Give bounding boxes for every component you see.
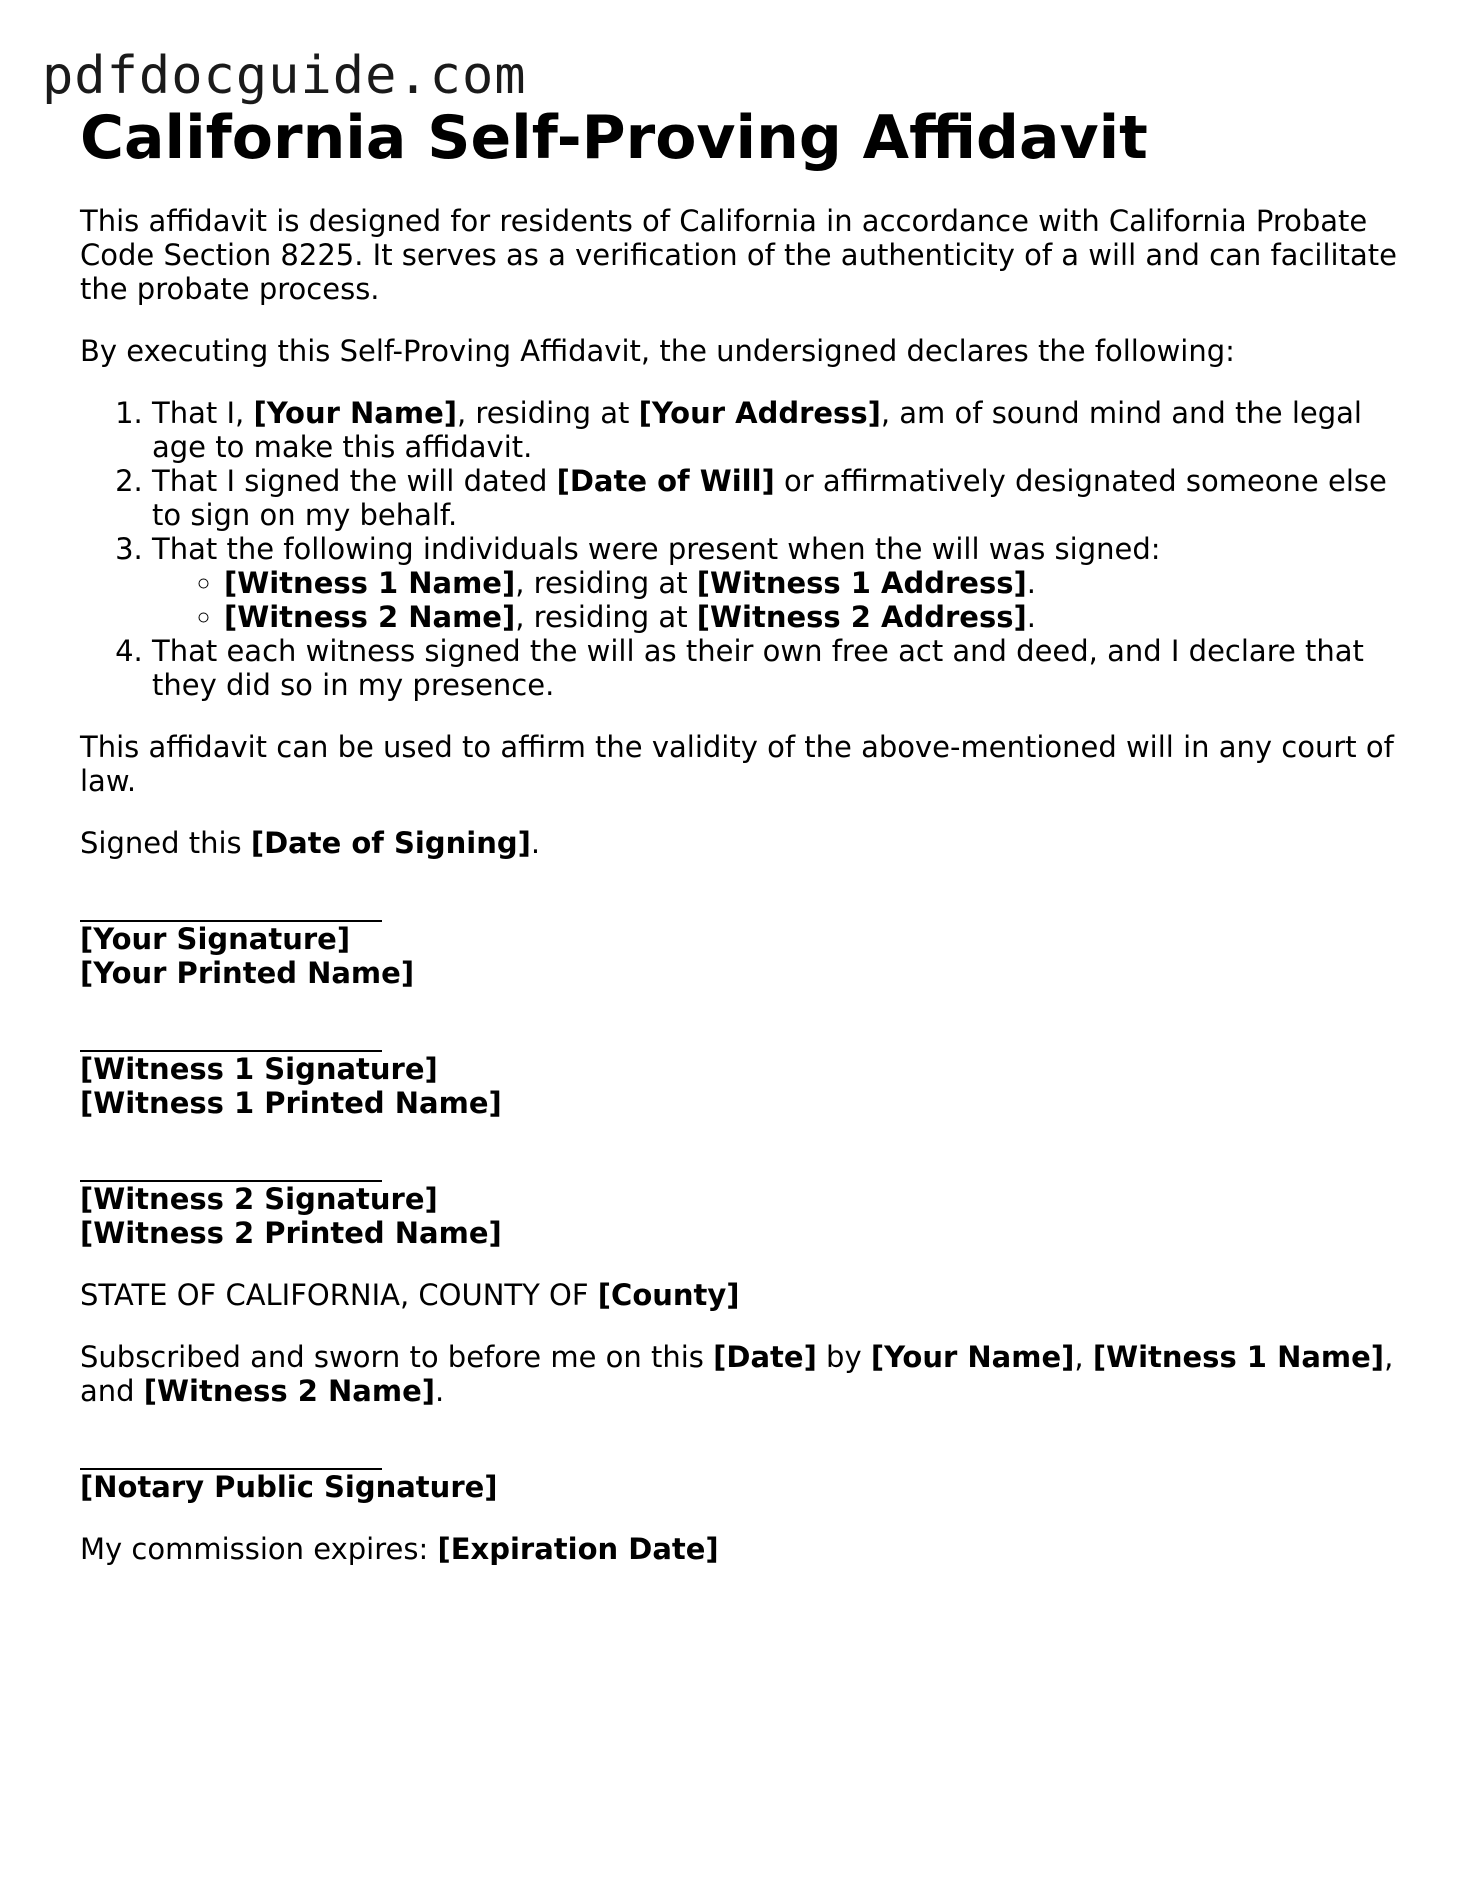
item-text: That each witness signed the will as their own free act and deed, and I declare that they did so in my presence. bbox=[152, 634, 1364, 702]
witness-item-2 bbox=[224, 600, 1400, 634]
placeholder-your-name: [Your Name] bbox=[870, 1340, 1075, 1374]
signature-line[interactable] bbox=[80, 1148, 382, 1182]
jurat-text: . bbox=[435, 1374, 445, 1408]
placeholder-county: [County] bbox=[597, 1278, 740, 1312]
witness-item-1 bbox=[224, 566, 1400, 600]
placeholder-date-of-signing: [Date of Signing] bbox=[250, 826, 531, 860]
placeholder-witness-2-name: [Witness 2 Name] bbox=[224, 600, 516, 634]
document-page bbox=[80, 100, 1400, 1594]
watermark: pdfdocguide.com bbox=[42, 46, 527, 106]
item-text: or affirmatively designated someone else to sign on my behalf. bbox=[152, 464, 1387, 532]
venue-text: STATE OF CALIFORNIA, COUNTY OF bbox=[80, 1278, 598, 1312]
signature-line[interactable] bbox=[80, 1018, 382, 1052]
printed-name-label: [Witness 1 Printed Name] bbox=[80, 1086, 502, 1120]
signed-text: Signed this bbox=[80, 826, 251, 860]
declaration-item-2 bbox=[152, 464, 1400, 532]
notary-signature-label: [Notary Public Signature] bbox=[80, 1470, 498, 1504]
placeholder-your-name: [Your Name] bbox=[253, 396, 457, 430]
declaration-item-4 bbox=[152, 634, 1400, 702]
placeholder-witness-2-name: [Witness 2 Name] bbox=[143, 1374, 436, 1408]
placeholder-date-of-will: [Date of Will] bbox=[556, 464, 775, 498]
item-text: That the following individuals were present when the will was signed: bbox=[152, 532, 1161, 566]
placeholder-expiration-date: [Expiration Date] bbox=[437, 1532, 719, 1566]
declaration-item-1 bbox=[152, 396, 1400, 464]
declaration-lead: By executing this Self-Proving Affidavit, the undersigned declares the following: bbox=[80, 334, 1235, 368]
item-text: . bbox=[1026, 566, 1036, 600]
intro-paragraph: This affidavit is designed for residents of California in accordance with California Probate Code Section 8225. It serves as a verification of the authenticity of a will and can facilitate the probate process. bbox=[80, 204, 1397, 306]
item-text: . bbox=[1026, 600, 1036, 634]
jurat-paragraph bbox=[80, 1340, 1400, 1408]
placeholder-witness-1-name: [Witness 1 Name] bbox=[224, 566, 516, 600]
item-text: That I signed the will dated bbox=[152, 464, 557, 498]
signature-label: [Your Signature] bbox=[80, 922, 351, 956]
signed-line bbox=[80, 826, 1400, 860]
jurat-text: Subscribed and sworn to before me on this bbox=[80, 1340, 714, 1374]
jurat-text: , bbox=[1074, 1340, 1093, 1374]
commission-text: My commission expires: bbox=[80, 1532, 438, 1566]
signed-text: . bbox=[530, 826, 541, 860]
item-text: That I, bbox=[152, 396, 254, 430]
witness-list bbox=[152, 566, 1400, 634]
placeholder-your-address: [Your Address] bbox=[638, 396, 881, 430]
signature-line[interactable] bbox=[80, 888, 382, 922]
placeholder-witness-1-address: [Witness 1 Address] bbox=[696, 566, 1027, 600]
witness-2-signature-block bbox=[80, 1148, 1400, 1250]
jurat-text: , and bbox=[80, 1340, 1394, 1408]
placeholder-witness-2-address: [Witness 2 Address] bbox=[696, 600, 1027, 634]
jurat-text: by bbox=[816, 1340, 871, 1374]
printed-name-label: [Witness 2 Printed Name] bbox=[80, 1216, 502, 1250]
signature-label: [Witness 1 Signature] bbox=[80, 1052, 438, 1086]
notary-signature-block bbox=[80, 1436, 1400, 1504]
testator-signature-block bbox=[80, 888, 1400, 990]
witness-1-signature-block bbox=[80, 1018, 1400, 1120]
page-title: California Self-Proving Affidavit bbox=[80, 103, 1148, 173]
validity-paragraph: This affidavit can be used to affirm the validity of the above-mentioned will in any court of law. bbox=[80, 730, 1394, 798]
printed-name-label: [Your Printed Name] bbox=[80, 956, 415, 990]
item-text: , residing at bbox=[457, 396, 639, 430]
signature-line[interactable] bbox=[80, 1436, 382, 1470]
placeholder-witness-1-name: [Witness 1 Name] bbox=[1092, 1340, 1385, 1374]
declaration-list bbox=[80, 396, 1400, 702]
placeholder-date: [Date] bbox=[713, 1340, 817, 1374]
signature-label: [Witness 2 Signature] bbox=[80, 1182, 438, 1216]
commission-line bbox=[80, 1532, 1400, 1566]
item-text: , residing at bbox=[515, 566, 697, 600]
item-text: , am of sound mind and the legal age to make this affidavit. bbox=[152, 396, 1362, 464]
item-text: , residing at bbox=[515, 600, 697, 634]
venue-line bbox=[80, 1278, 1400, 1312]
declaration-item-3 bbox=[152, 532, 1400, 634]
